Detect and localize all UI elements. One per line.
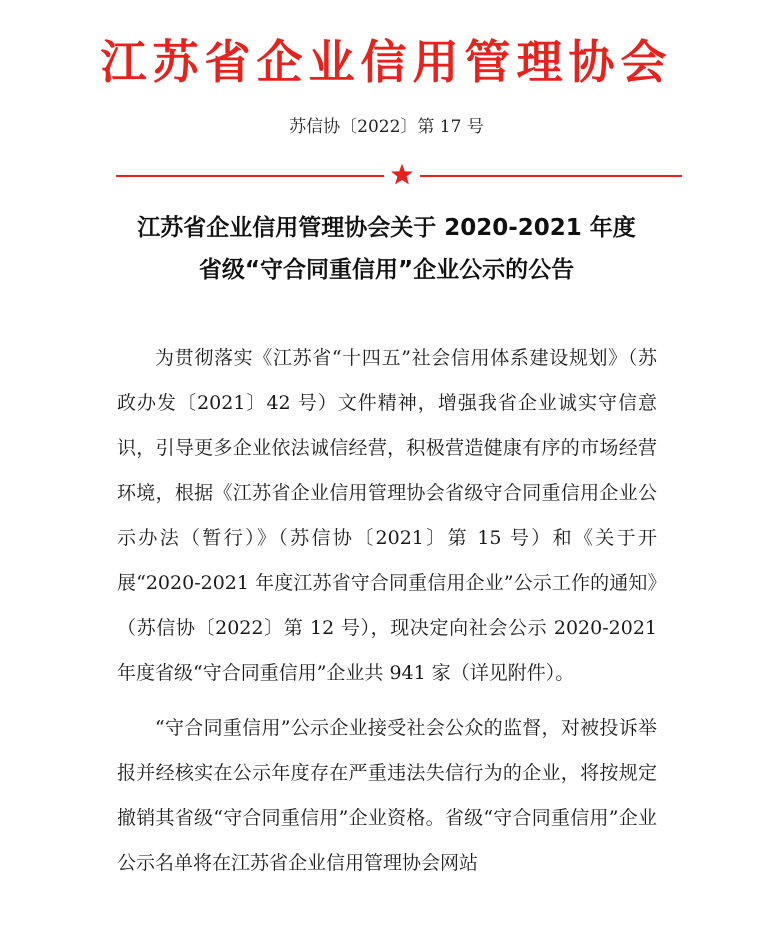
notice-title-line-2: 省级“守合同重信用”企业公示的公告 [198,257,575,283]
organization-name: 江苏省企业信用管理协会 [100,35,673,89]
body-paragraph-2: “守合同重信用”公示企业接受社会公众的监督，对被投诉举报并经核实在公示年度存在严重违法失信行为的企业，将按规定撤销其省级“守合同重信用”企业资格。省级“守合同重信用”企业公示名单将在江苏省企业信用管理协会网站 [117,717,657,874]
red-star-icon [389,162,415,188]
body-paragraph-1: 为贯彻落实《江苏省“十四五”社会信用体系建设规划》（苏政办发〔2021〕42 号）文件精神，增强我省企业诚实守信意识，引导更多企业依法诚信经营，积极营造健康有序的市场经营环境，根据《江苏省企业信用管理协会省级守合同重信用企业公示办法（暂行）》（苏信协〔2021〕第 15 号）和《关于开展“2020-2021 年度江苏省守合同重信用企业”公示工作的通知》（苏信协〔2022〕第 12 号），现决定向社会公示 2020-2021 年度省级“守合同重信用”企业共 941 家（详见附件）。 [117,347,657,684]
divider-line-right [420,175,682,177]
document-number: 苏信协〔2022〕第 17 号 [289,117,484,137]
notice-title-line-1: 江苏省企业信用管理协会关于 2020-2021 年度 [137,215,636,241]
notice-body [117,336,657,896]
divider-line-left [116,175,384,177]
star-shape [389,162,415,188]
